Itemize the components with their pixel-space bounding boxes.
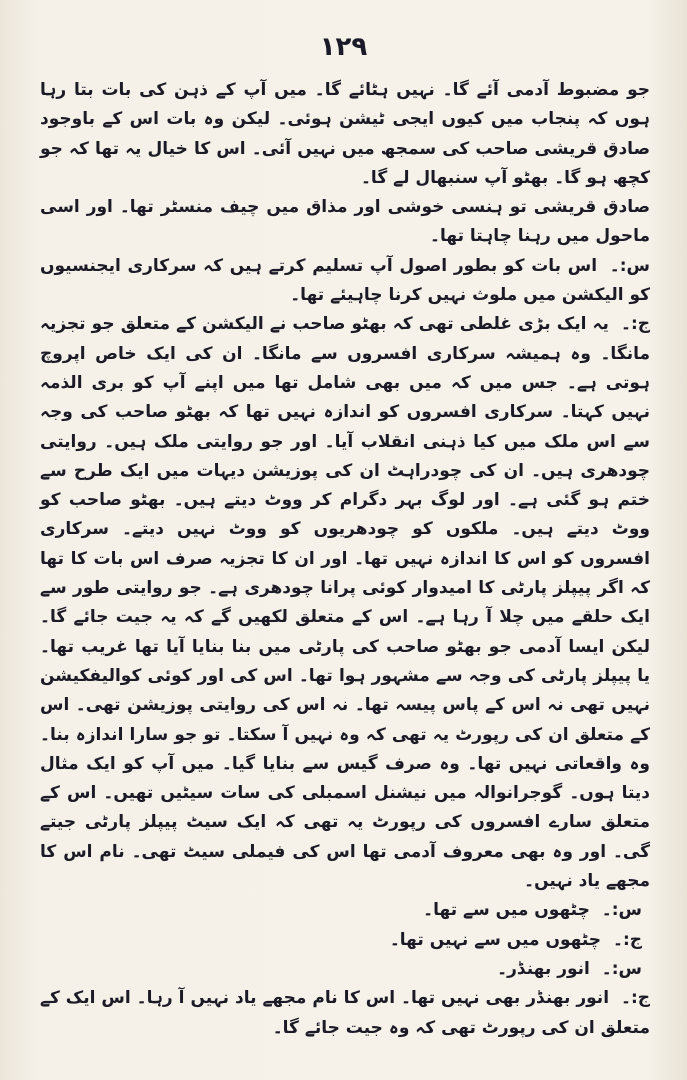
paragraph-2: [40, 193, 650, 252]
speaker-label: س:۔: [601, 958, 642, 979]
page-body: [40, 76, 650, 1043]
answer-text: انور بھنڈر بھی نہیں تھا۔ اس کا نام مجھے یاد نہیں آ رہا۔ اس ایک کے متعلق ان کی رپورٹ تھی کہ وہ جیت جائے گا۔: [40, 988, 650, 1038]
question-3: [40, 955, 642, 984]
answer-text: چٹھوں میں سے نہیں تھا۔: [389, 929, 602, 950]
answer-1: [40, 310, 650, 896]
speaker-label: س:۔: [609, 255, 651, 276]
speaker-label: س:۔: [601, 900, 642, 921]
paragraph-text: صادق قریشی تو ہنسی خوشی اور مذاق میں چیف منسٹر تھا۔ اور اسی ماحول میں رہنا چاہتا تھا۔: [40, 197, 650, 247]
page-number: ۱۲۹: [319, 32, 368, 62]
paragraph-text: جو مضبوط آدمی آئے گا۔ نہیں ہٹائے گا۔ میں آپ کے ذہن کی بات بتا رہا ہوں کہ پنجاب میں کیوں ایجی ٹیشن ہوئی۔ لیکن وہ بات اس کے باوجود صادق قریشی صاحب کی سمجھ میں نہیں آئی۔ اس کا خیال یہ تھا کہ جو کچھ ہو گا۔ بھٹو آپ سنبھال لے گا۔: [40, 80, 650, 188]
answer-2: [40, 926, 642, 955]
question-2: [40, 896, 642, 925]
question-text: اس بات کو بطور اصول آپ تسلیم کرتے ہیں کہ سرکاری ایجنسیوں کو الیکشن میں ملوث نہیں کرنا چاہیئے تھا۔: [40, 255, 650, 306]
paragraph-1: [40, 76, 650, 193]
question-text: انور بھنڈر۔: [497, 958, 590, 979]
question-text: چٹھوں میں سے تھا۔: [423, 900, 590, 921]
question-1: [40, 252, 650, 311]
speaker-label: ج:۔: [621, 314, 651, 335]
answer-text: یہ ایک بڑی غلطی تھی کہ بھٹو صاحب نے الیکشن کے متعلق جو تجزیہ مانگا۔ وہ ہمیشہ سرکاری افسروں سے مانگا۔ ان کی ایک خاص اپروچ ہوتی ہے۔ جس میں کہ میں بھی شامل تھا میں اپنے آپ کو بری الذمہ نہیں کہتا۔ سرکاری افسروں کو اندازہ نہیں تھا کہ بھٹو صاحب کی وجہ سے اس ملک میں کیا ذہنی انقلاب آیا۔ اور جو روایتی ملک ہیں۔ روایتی چودھری ہیں۔ ان کی چودراہٹ ان کی پوزیشن دیہات میں ایک طرح سے ختم ہو گئی ہے۔ اور لوگ بہر دگرام کر ووٹ دیتے ہیں۔ بھٹو صاحب کو ووٹ دیتے ہیں۔ ملکوں کو چودھریوں کو ووٹ نہیں دیتے۔ سرکاری افسروں کو اس کا اندازہ نہیں تھا۔ اور ان کا تجزیہ صرف اس بات کا تھا کہ اگر پیپلز پارٹی کا امیدوار کوئی پرانا چودھری ہے۔ جو روایتی طور سے ایک حلقے میں چلا آ رہا ہے۔ اس کے متعلق لکھیں گے کہ یہ جیت جائے گا۔ لیکن ایسا آدمی جو بھٹو صاحب کی پارٹی میں بنا بنایا آیا تھا غریب تھا۔ یا پیپلز پارٹی کی وجہ سے مشہور ہوا تھا۔ اس کی اور کوئی کوالیفکیشن نہیں تھی نہ اس کے پاس پیسہ تھا۔ نہ اس کی روایتی پوزیشن تھی۔ اس کے متعلق ان کی رپورٹ یہ تھی کہ وہ نہیں آ سکتا۔ تو جو سارا اندازہ بنا۔ وہ واقعاتی نہیں تھا۔ وہ صرف گیس سے بنایا گیا۔ میں آپ کو ایک مثال دیتا ہوں۔ گوجرانوالہ میں نیشنل اسمبلی کی سات سیٹیں تھیں۔ اس کے متعلق سارے افسروں کی رپورٹ یہ تھی کہ ایک سیٹ پیپلز پارٹی جیتے گی۔ اور وہ بھی معروف آدمی تھا اس کی فیملی سیٹ تھی۔ نام اس کا مجھے یاد نہیں۔: [40, 314, 650, 892]
speaker-label: ج:۔: [621, 988, 651, 1009]
answer-3: [40, 984, 650, 1043]
speaker-label: ج:۔: [612, 929, 642, 950]
